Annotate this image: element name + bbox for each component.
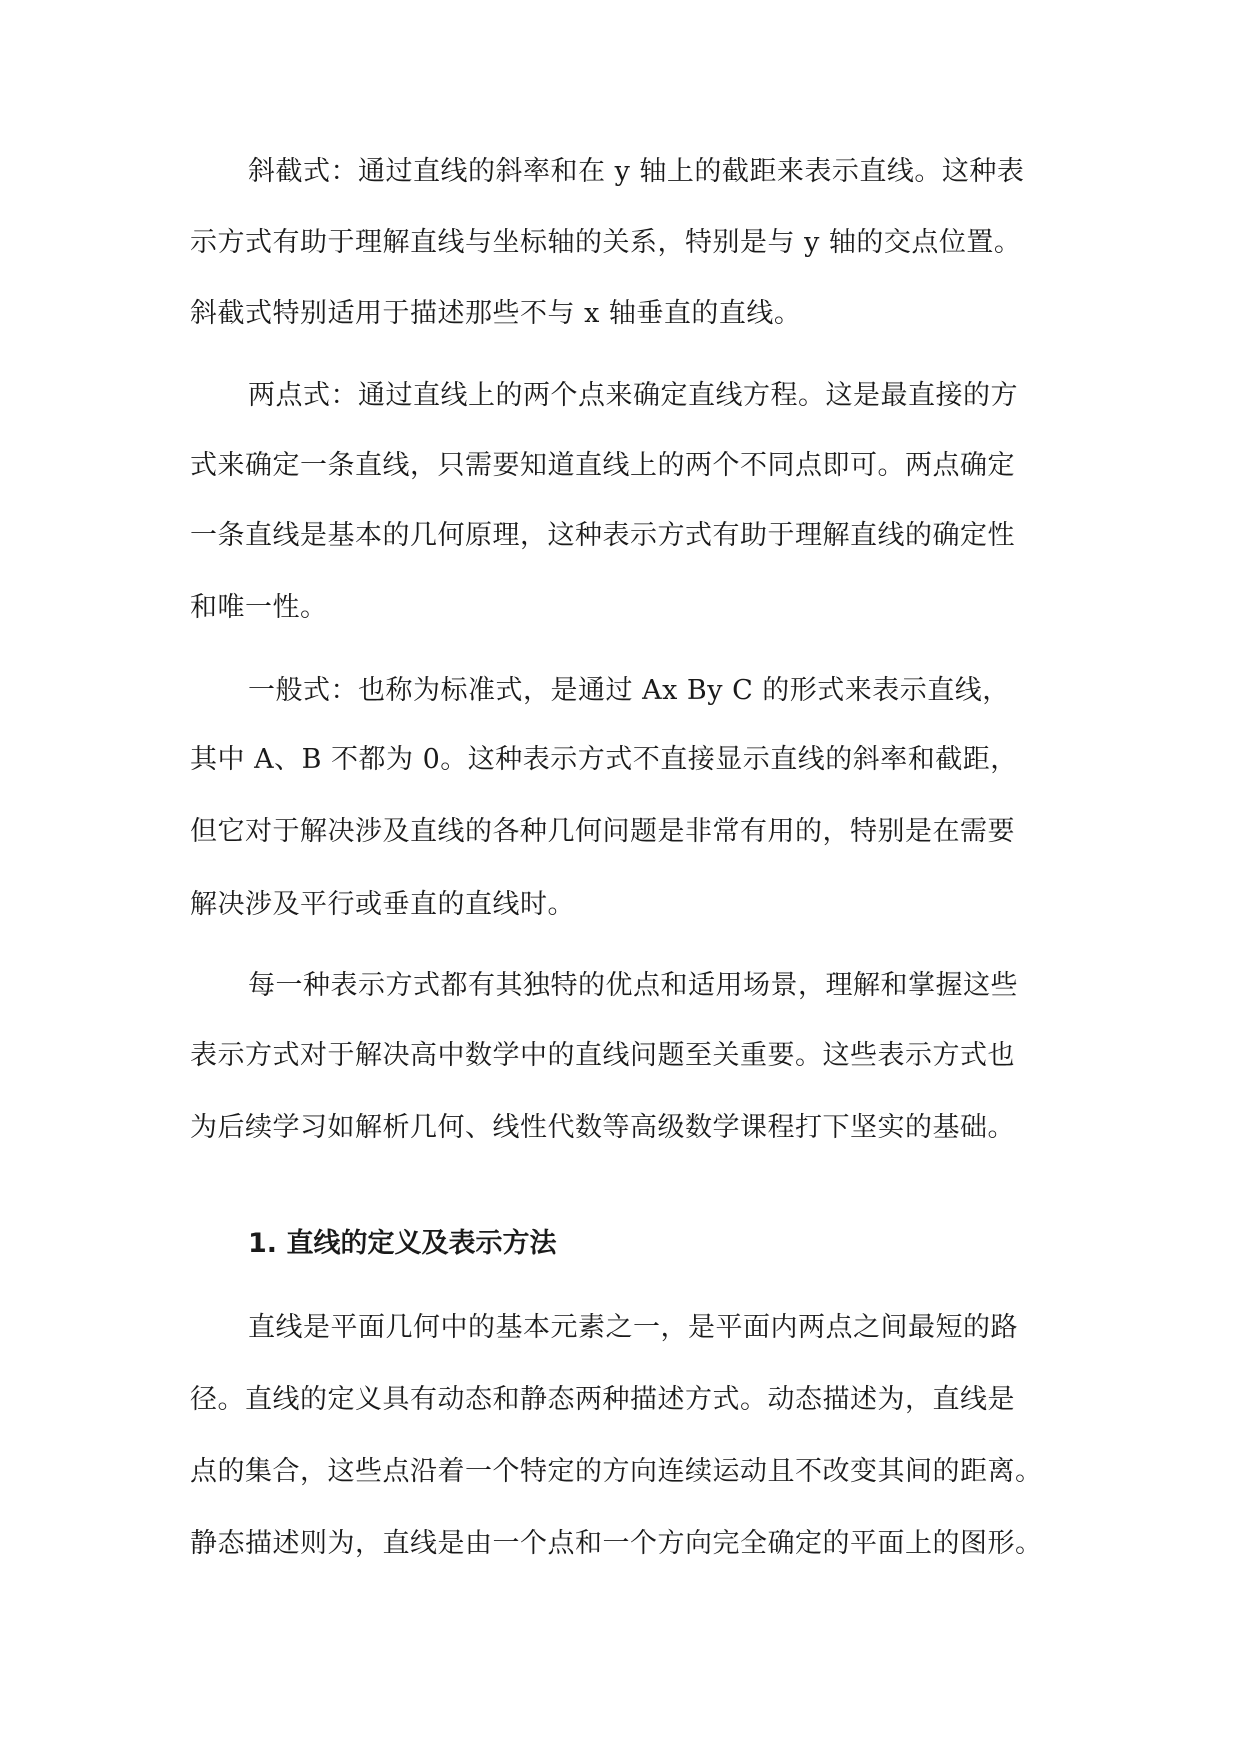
- paragraph-slope-intercept-line-2: 示方式有助于理解直线与坐标轴的关系，特别是与 y 轴的交点位置。: [190, 227, 1022, 258]
- section-paragraph-line-4: 静态描述则为，直线是由一个点和一个方向完全确定的平面上的图形。: [190, 1528, 1043, 1559]
- section-paragraph-line-2: 径。直线的定义具有动态和静态两种描述方式。动态描述为，直线是: [190, 1384, 1015, 1415]
- paragraph-two-point-line-1: 两点式：通过直线上的两个点来确定直线方程。这是最直接的方: [248, 380, 1018, 411]
- paragraph-two-point-line-4: 和唯一性。: [190, 592, 328, 623]
- paragraph-general-line-2: 其中 A、B 不都为 0。这种表示方式不直接显示直线的斜率和截距，: [190, 744, 1018, 775]
- section-heading: 1. 直线的定义及表示方法: [248, 1228, 557, 1259]
- paragraph-slope-intercept-line-3: 斜截式特别适用于描述那些不与 x 轴垂直的直线。: [190, 298, 802, 329]
- paragraph-summary-line-3: 为后续学习如解析几何、线性代数等高级数学课程打下坚实的基础。: [190, 1112, 1015, 1143]
- paragraph-general-line-3: 但它对于解决涉及直线的各种几何问题是非常有用的，特别是在需要: [190, 816, 1015, 847]
- paragraph-general-line-4: 解决涉及平行或垂直的直线时。: [190, 889, 575, 920]
- section-paragraph-line-1: 直线是平面几何中的基本元素之一，是平面内两点之间最短的路: [248, 1312, 1018, 1343]
- paragraph-general-line-1: 一般式：也称为标准式，是通过 Ax By C 的形式来表示直线，: [248, 675, 1010, 706]
- paragraph-summary-line-2: 表示方式对于解决高中数学中的直线问题至关重要。这些表示方式也: [190, 1040, 1015, 1071]
- paragraph-slope-intercept-line-1: 斜截式：通过直线的斜率和在 y 轴上的截距来表示直线。这种表: [248, 156, 1025, 187]
- section-paragraph-line-3: 点的集合，这些点沿着一个特定的方向连续运动且不改变其间的距离。: [190, 1456, 1043, 1487]
- paragraph-two-point-line-2: 式来确定一条直线，只需要知道直线上的两个不同点即可。两点确定: [190, 450, 1015, 481]
- paragraph-two-point-line-3: 一条直线是基本的几何原理，这种表示方式有助于理解直线的确定性: [190, 520, 1015, 551]
- paragraph-summary-line-1: 每一种表示方式都有其独特的优点和适用场景，理解和掌握这些: [248, 970, 1018, 1001]
